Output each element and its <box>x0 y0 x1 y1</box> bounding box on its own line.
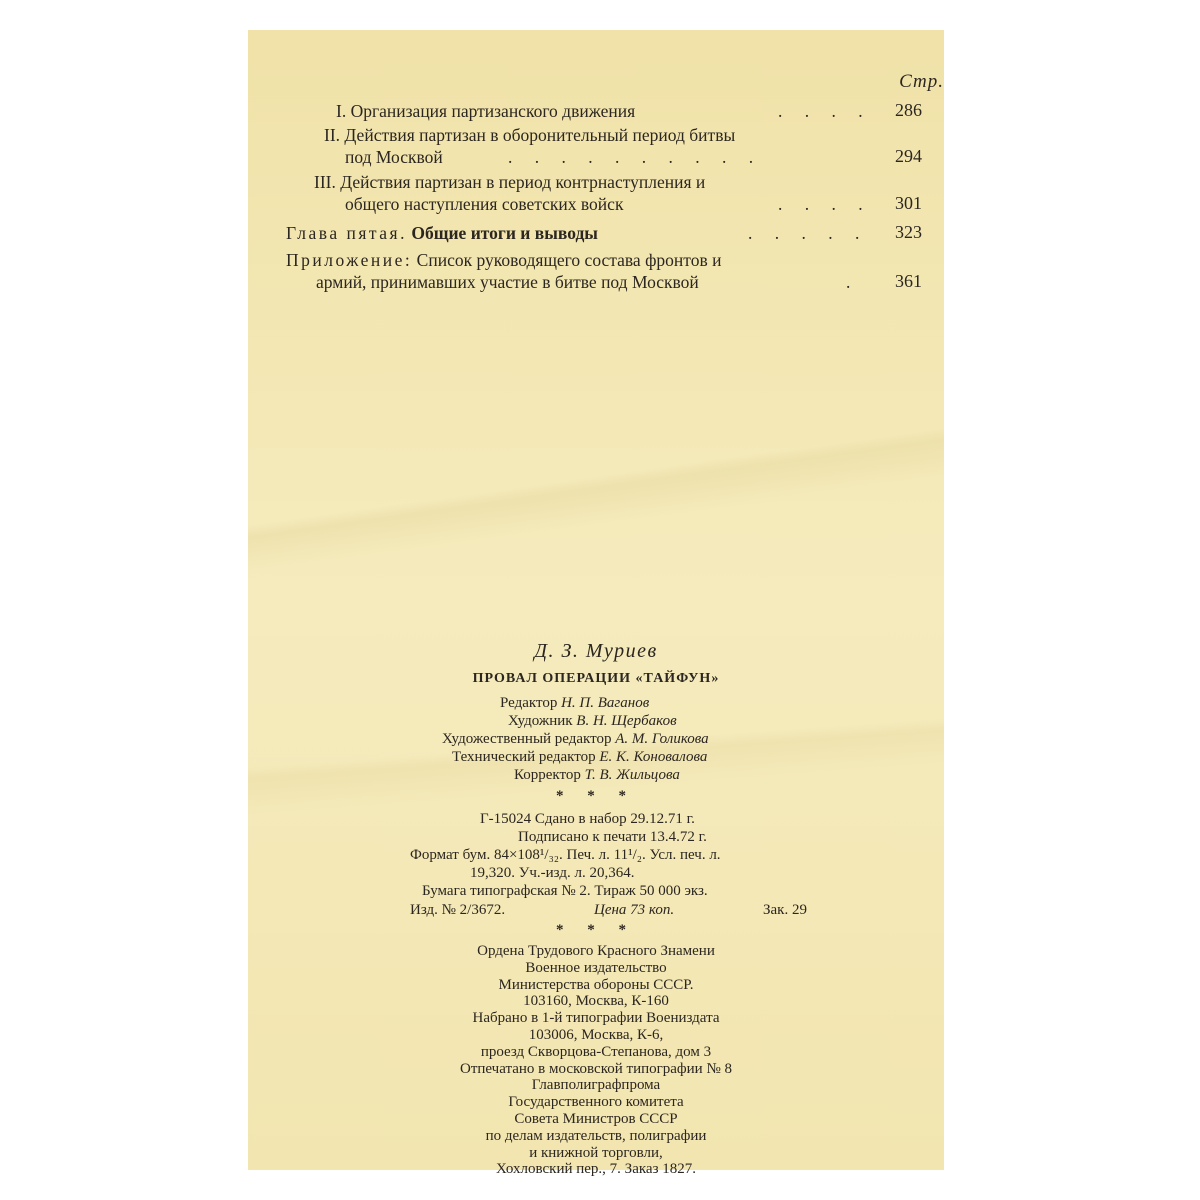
publisher-line: 103160, Москва, К-160 <box>523 993 669 1010</box>
toc-entry-text-cont: армий, принимавших участие в битве под Москвой <box>316 272 699 292</box>
price: Цена 73 коп. <box>594 902 675 918</box>
toc-entry-text: III. Действия партизан в период контрнаступления и <box>314 172 706 192</box>
publisher-line: Министерства обороны СССР. <box>498 976 694 993</box>
toc-entry-text: I. Организация партизанского движения <box>336 101 636 121</box>
toc-leader-dots: . . . . . . . . . . <box>508 147 763 167</box>
publisher-line: Государственного комитета <box>508 1094 684 1111</box>
publisher-line: по делам издательств, полиграфии <box>485 1127 707 1144</box>
separator-stars: * * * <box>556 922 636 938</box>
print-line: Г-15024 Сдано в набор 29.12.71 г. <box>480 811 695 827</box>
book-page <box>248 30 944 1178</box>
print-line: Формат бум. 84×108¹/₃₂. Печ. л. 11¹/₂. Усл. печ. л. <box>410 847 721 863</box>
print-line: Подписано к печати 13.4.72 г. <box>518 829 707 845</box>
publisher-line: Набрано в 1-й типографии Воениздата <box>472 1010 720 1027</box>
print-line: 19,320. Уч.-изд. л. 20,364. <box>470 865 635 881</box>
print-line: Бумага типографская № 2. Тираж 50 000 экз. <box>422 883 708 899</box>
toc-leader-dots: . . . . . <box>748 223 869 243</box>
publisher-line: проезд Скворцова-Степанова, дом 3 <box>480 1043 712 1060</box>
separator-stars: * * * <box>556 788 636 804</box>
toc-entry-text-cont: общего наступления советских войск <box>345 194 624 214</box>
toc-page-number: 301 <box>895 193 922 213</box>
publisher-line: Совета Министров СССР <box>514 1111 678 1127</box>
toc-entry-text: II. Действия партизан в оборонительный период битвы <box>324 125 736 145</box>
toc-page-number: 361 <box>895 271 922 291</box>
toc-entry-text-cont: под Москвой <box>345 147 443 167</box>
author-name: Д. З. Муриев <box>534 640 658 662</box>
publisher-line: Главполиграфпрома <box>531 1077 661 1094</box>
toc-page-number: 323 <box>895 222 922 242</box>
toc-leader-dots: . . . . <box>778 101 872 121</box>
toc-chapter-prefix: Глава пятая. <box>286 223 407 243</box>
publisher-line: Ордена Трудового Красного Знамени <box>477 943 715 959</box>
publisher-line: Отпечатано в московской типографии № 8 <box>459 1060 733 1077</box>
toc-page-number: 286 <box>895 100 922 120</box>
toc-entry-text: Список руководящего состава фронтов и <box>416 250 722 270</box>
toc-leader-dots: . <box>846 272 860 292</box>
book-title: ПРОВАЛ ОПЕРАЦИИ «ТАЙФУН» <box>472 671 720 686</box>
credit-editor: Редактор Н. П. Ваганов <box>500 695 650 711</box>
publisher-line: Хохловский пер., 7. Заказ 1827. <box>496 1161 696 1178</box>
toc-chapter-title: Общие итоги и выводы <box>411 223 598 243</box>
toc-appendix-prefix: Приложение: <box>286 250 413 270</box>
credit-art-editor: Художественный редактор А. М. Голикова <box>442 731 709 747</box>
publisher-line: 103006, Москва, К-6, <box>528 1027 664 1043</box>
credit-tech-editor: Технический редактор Е. К. Коновалова <box>452 749 708 765</box>
credit-artist: Художник В. Н. Щербаков <box>508 713 677 729</box>
publisher-line: и книжной торговли, <box>529 1144 663 1161</box>
order-number: Зак. 29 <box>763 902 807 918</box>
toc-page-number: 294 <box>895 146 922 166</box>
toc-leader-dots: . . . . <box>778 194 872 214</box>
page-column-header: Стр. <box>899 71 944 92</box>
order-line: Изд. № 2/3672. <box>410 902 506 918</box>
credit-proofreader: Корректор Т. В. Жильцова <box>514 767 680 783</box>
publisher-line: Военное издательство <box>525 959 667 976</box>
